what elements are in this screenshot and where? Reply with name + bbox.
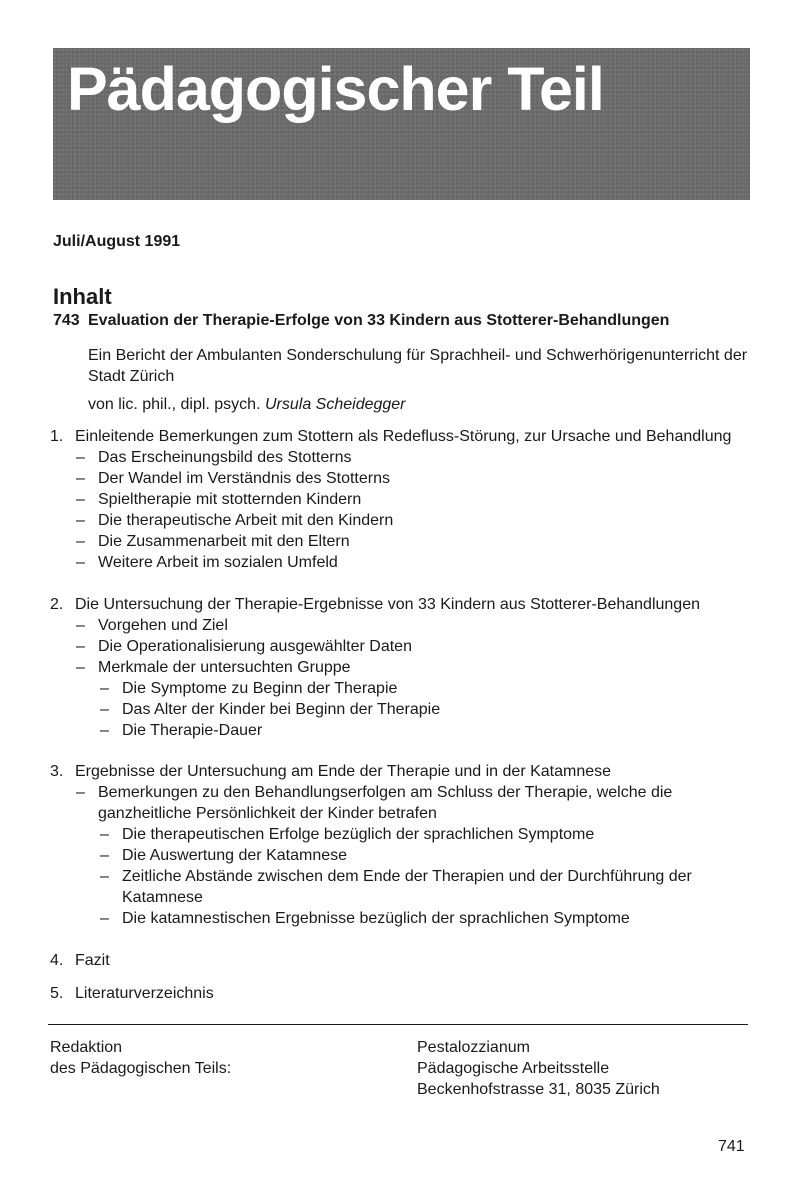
redaktion-line: Redaktion bbox=[50, 1039, 123, 1056]
redaktion-line: des Pädagogischen Teils: bbox=[50, 1060, 232, 1077]
toc-section-4 bbox=[50, 950, 770, 971]
address-line: Pädagogische Arbeitsstelle bbox=[417, 1060, 610, 1077]
toc-item: Bemerkungen zu den Behandlungserfolgen am Schluss der Therapie, welche die ganzheitliche Persönlichkeit der Kinder betrafen bbox=[98, 784, 673, 822]
toc-section-5 bbox=[50, 983, 770, 1004]
contents-heading: Inhalt bbox=[53, 284, 112, 309]
toc-subitem: Die therapeutischen Erfolge bezüglich der sprachlichen Symptome bbox=[122, 826, 595, 843]
address-line: Beckenhofstrasse 31, 8035 Zürich bbox=[417, 1081, 660, 1098]
toc-item: Spieltherapie mit stotternden Kindern bbox=[98, 491, 362, 508]
toc-subitem: Die Therapie-Dauer bbox=[122, 722, 263, 739]
section-title: Ergebnisse der Untersuchung am Ende der Therapie und in der Katamnese bbox=[75, 763, 612, 780]
article-author bbox=[88, 396, 406, 414]
toc-subitem: Die Auswertung der Katamnese bbox=[122, 847, 348, 864]
issue-date: Juli/August 1991 bbox=[53, 233, 181, 250]
redaktion-address bbox=[417, 1037, 660, 1100]
section-title: Fazit bbox=[75, 952, 110, 969]
address-line: Pestalozzianum bbox=[417, 1039, 530, 1056]
article-page-number: 743 bbox=[53, 312, 80, 329]
page-number: 741 bbox=[718, 1138, 745, 1155]
toc-item: Weitere Arbeit im sozialen Umfeld bbox=[98, 554, 338, 571]
section-number: 3. bbox=[50, 763, 64, 780]
toc-item: Die therapeutische Arbeit mit den Kindern bbox=[98, 512, 394, 529]
toc-item: Vorgehen und Ziel bbox=[98, 617, 228, 634]
redaktion-label bbox=[50, 1037, 231, 1079]
toc-section-3: 3. Ergebnisse der Untersuchung am Ende der Therapie und in der Katamnese – Bemerkungen zu den Behandlungserfolgen am Schluss der Therapie, welche die ganzheitliche Persönlichkeit der Kinder betrafen – Die therapeutischen Erfolge bezüglich der sprachlichen Symptome – Die Auswertung der Katamnese – Zeitliche Abstände zwischen dem Ende der Therapien und der Durchführung der Katamnese – Die katamnestischen Ergebnisse bezüglich der sprachlichen Symptome bbox=[50, 763, 692, 927]
toc-subitem: Die Symptome zu Beginn der Therapie bbox=[122, 680, 398, 697]
header-banner bbox=[53, 48, 750, 200]
toc-item: Der Wandel im Verständnis des Stotterns bbox=[98, 470, 390, 487]
author-name: Ursula Scheidegger bbox=[264, 396, 406, 413]
section-number: 4. bbox=[50, 952, 64, 969]
section-title: Einleitende Bemerkungen zum Stottern als Redefluss-Störung, zur Ursache und Behandlung bbox=[75, 428, 732, 445]
toc-subitem: Das Alter der Kinder bei Beginn der Therapie bbox=[122, 701, 441, 718]
toc-subitem: Zeitliche Abstände zwischen dem Ende der Therapien und der Durchführung der Katamnese bbox=[122, 868, 692, 906]
section-number: 5. bbox=[50, 985, 64, 1002]
article-subtitle: Ein Bericht der Ambulanten Sonderschulung für Sprachheil- und Schwerhörigenunterricht der Stadt Zürich bbox=[88, 347, 748, 385]
toc-item: Die Operationalisierung ausgewählter Daten bbox=[98, 638, 412, 655]
toc-section-1: 1. Einleitende Bemerkungen zum Stottern als Redefluss-Störung, zur Ursache und Behandlung – Das Erscheinungsbild des Stotterns – Der Wandel im Verständnis des Stotterns – Spieltherapie mit stotternden Kindern – Die therapeutische Arbeit mit den Kindern – Die Zusammenarbeit mit den Eltern – Weitere Arbeit im sozialen Umfeld bbox=[50, 428, 732, 571]
section-title: Literaturverzeichnis bbox=[75, 985, 214, 1002]
toc-subitem: Die katamnestischen Ergebnisse bezüglich der sprachlichen Symptome bbox=[122, 910, 630, 927]
banner-title: Pädagogischer Teil bbox=[67, 55, 604, 123]
section-number: 2. bbox=[50, 596, 64, 613]
toc-section-2: 2. Die Untersuchung der Therapie-Ergebnisse von 33 Kindern aus Stotterer-Behandlungen – Vorgehen und Ziel – Die Operationalisierung ausgewählter Daten – Merkmale der untersuchten Gruppe – Die Symptome zu Beginn der Therapie – Das Alter der Kinder bei Beginn der Therapie – Die Therapie-Dauer bbox=[50, 596, 700, 739]
article-title: Evaluation der Therapie-Erfolge von 33 Kindern aus Stotterer-Behandlungen bbox=[88, 312, 670, 329]
footer-divider bbox=[48, 1024, 748, 1025]
author-prefix: von lic. phil., dipl. psych. bbox=[88, 396, 261, 413]
section-title: Die Untersuchung der Therapie-Ergebnisse von 33 Kindern aus Stotterer-Behandlungen bbox=[75, 596, 700, 613]
toc-item: Merkmale der untersuchten Gruppe bbox=[98, 659, 351, 676]
toc-item: Die Zusammenarbeit mit den Eltern bbox=[98, 533, 350, 550]
toc-item: Das Erscheinungsbild des Stotterns bbox=[98, 449, 352, 466]
section-number: 1. bbox=[50, 428, 64, 445]
